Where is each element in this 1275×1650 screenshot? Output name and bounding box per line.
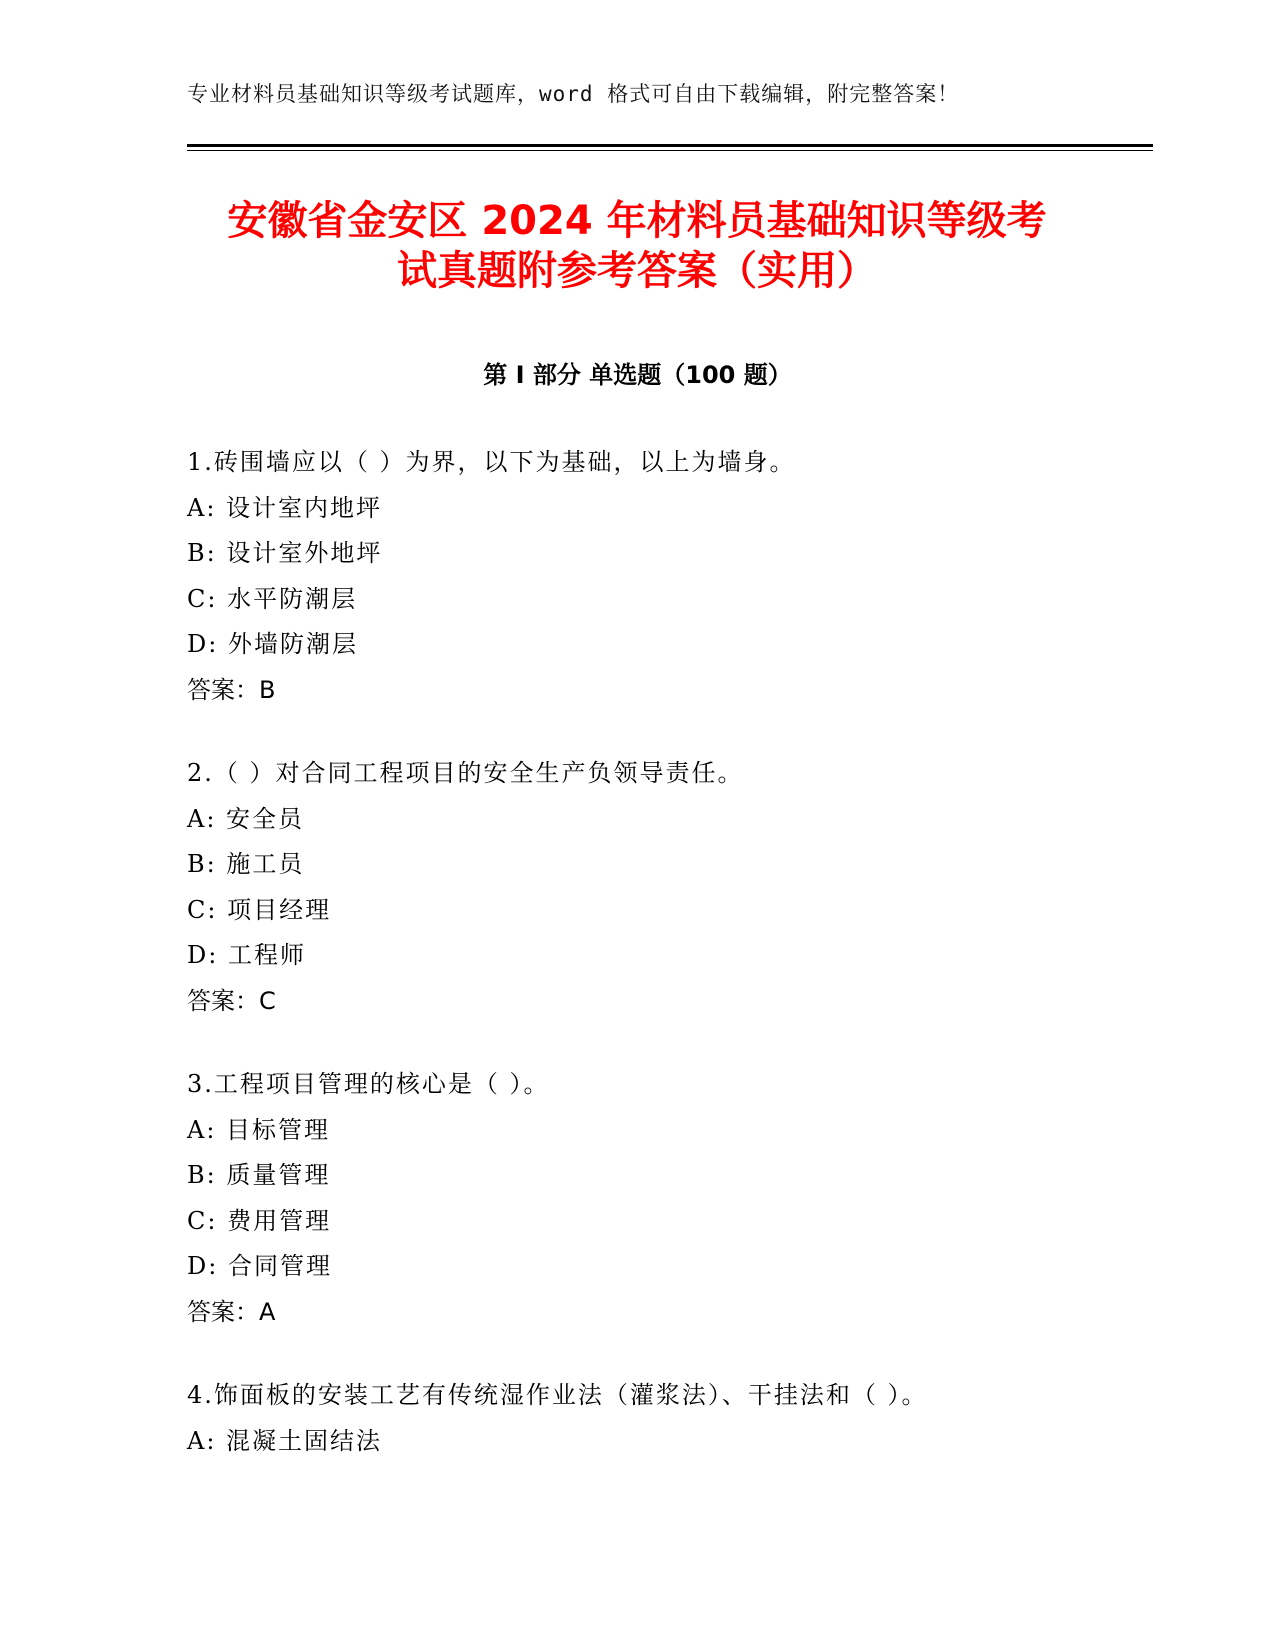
option-a: A: 混凝土固结法 [187, 1426, 383, 1455]
document-title [187, 196, 1087, 296]
option-b: B: 施工员 [187, 850, 305, 878]
section-title: 第 I 部分 单选题（100 题） [483, 361, 792, 389]
answer-label: 答案：B [187, 675, 276, 704]
option-a: A: 设计室内地坪 [187, 493, 383, 522]
question-list [187, 440, 1137, 1502]
question-stem: 4.饰面板的安装工艺有传统湿作业法（灌浆法）、干挂法和（ ）。 [187, 1381, 928, 1409]
question-item [187, 751, 1137, 1024]
question-stem: 2.（ ）对合同工程项目的安全生产负领导责任。 [187, 759, 744, 787]
option-d: D: 工程师 [187, 941, 306, 969]
option-d: D: 外墙防潮层 [187, 630, 358, 658]
question-item [187, 1062, 1137, 1335]
header-rule-thin [187, 150, 1153, 151]
question-item [187, 1373, 1137, 1464]
answer-label: 答案：C [187, 986, 276, 1015]
question-item [187, 440, 1137, 713]
option-d: D: 合同管理 [187, 1252, 332, 1280]
option-b: B: 设计室外地坪 [187, 539, 383, 567]
question-stem: 1.砖围墙应以（ ）为界，以下为基础，以上为墙身。 [187, 448, 796, 476]
document-title-line-1: 安徽省金安区 2024 年材料员基础知识等级考 [227, 198, 1047, 244]
page-header: 专业材料员基础知识等级考试题库，word 格式可自由下载编辑，附完整答案！ [187, 82, 960, 106]
answer-label: 答案：A [187, 1297, 276, 1326]
option-b: B: 质量管理 [187, 1161, 331, 1189]
question-stem: 3.工程项目管理的核心是（ ）。 [187, 1070, 550, 1098]
option-a: A: 目标管理 [187, 1115, 331, 1144]
document-title-line-2: 试真题附参考答案（实用） [397, 248, 877, 294]
option-c: C: 水平防潮层 [187, 584, 358, 613]
option-a: A: 安全员 [187, 804, 305, 833]
header-rule-thick [187, 144, 1153, 147]
option-c: C: 费用管理 [187, 1206, 332, 1235]
option-c: C: 项目经理 [187, 895, 332, 924]
